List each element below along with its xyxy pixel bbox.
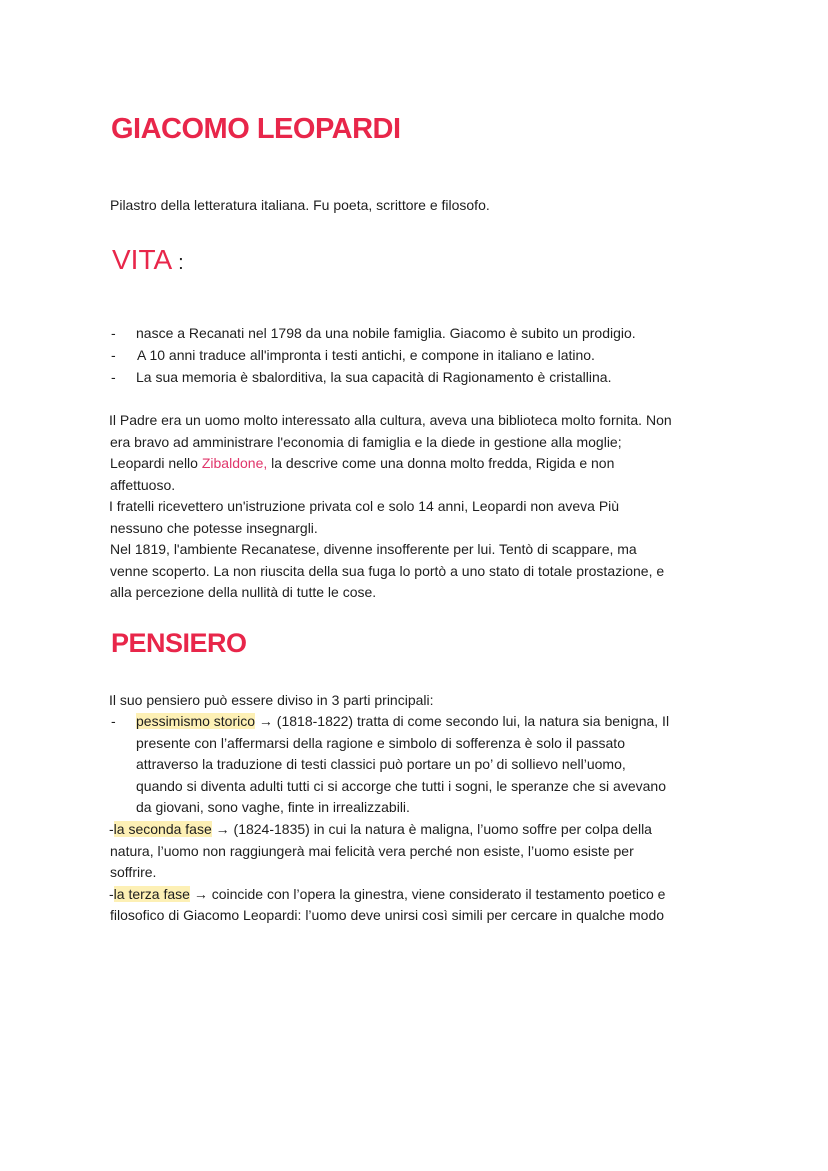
phase-text: filosofico di Giacomo Leopardi: l’uomo deve unirsi così simili per cercare in qualche modo [110, 907, 665, 923]
paragraph-line: Nel 1819, l'ambiente Recanatese, divenne insofferente per lui. Tentò di scappare, ma [110, 541, 637, 557]
phase-text: da giovani, sono vaghe, finte in irrealizzabili. [136, 799, 410, 815]
bullet-marker: - [111, 325, 116, 341]
phase-text: → (1824-1835) in cui la natura è maligna, l’uomo soffre per colpa della [211, 821, 652, 837]
intro-text: Pilastro della letteratura italiana. Fu poeta, scrittore e filosofo. [110, 197, 490, 213]
bullet-marker: - [111, 713, 116, 729]
paragraph-line: Il Padre era un uomo molto interessato alla cultura, aveva una biblioteca molto fornita. Non [109, 412, 672, 428]
phase-3-label: la terza fase [113, 886, 190, 902]
phase-text: attraverso la traduzione di testi classici può portare un po’ di sollievo nell’uomo, [136, 756, 626, 772]
phase-text: → (1818-1822) tratta di come secondo lui, la natura sia benigna, Il [255, 713, 670, 729]
bullet-text: La sua memoria è sbalorditiva, la sua capacità di Ragionamento è cristallina. [136, 369, 612, 385]
vita-heading-text: VITA [112, 244, 173, 275]
section-heading-pensiero: PENSIERO [111, 628, 247, 658]
pensiero-intro: Il suo pensiero può essere diviso in 3 parti principali: [109, 692, 434, 708]
vita-heading-colon: : [178, 252, 184, 274]
phase-text: presente con l’affermarsi della ragione e simbolo di sofferenza è solo il passato [136, 735, 625, 751]
paragraph-line: I fratelli ricevettero un'istruzione privata col e solo 14 anni, Leopardi non aveva Più [109, 498, 620, 514]
paragraph-line [110, 453, 614, 475]
paragraph-line: era bravo ad amministrare l'economia di famiglia e la diede in gestione alla moglie; [110, 434, 622, 450]
page-title: GIACOMO LEOPARDI [111, 113, 401, 145]
text-span: Leopardi nello [110, 455, 202, 471]
phase-1-label: pessimismo storico [136, 713, 256, 729]
bullet-marker: - [111, 369, 116, 385]
text-span: la descrive come una donna molto fredda, Rigida e non [267, 455, 615, 471]
phase-text: soffrire. [110, 864, 157, 880]
phase-2-label: la seconda fase [113, 821, 212, 837]
phase-3-line [109, 884, 665, 906]
bullet-marker: - [111, 347, 116, 363]
phase-text: → coincide con l’opera la ginestra, viene considerato il testamento poetico e [189, 886, 666, 902]
bullet-text: A 10 anni traduce all'impronta i testi antichi, e compone in italiano e latino. [137, 347, 595, 363]
bullet-text: nasce a Recanati nel 1798 da una nobile famiglia. Giacomo è subito un prodigio. [136, 325, 636, 341]
bullet-marker: - [109, 886, 114, 902]
section-heading-vita [112, 244, 184, 276]
phase-text: natura, l’uomo non raggiungerà mai felicità vera perché non esiste, l’uomo esiste per [110, 843, 634, 859]
paragraph-line: nessuno che potesse insegnargli. [110, 520, 318, 536]
paragraph-line: alla percezione della nullità di tutte le cose. [110, 584, 377, 600]
zibaldone-link: Zibaldone, [201, 455, 268, 471]
bullet-marker: - [109, 821, 114, 837]
phase-text: quando si diventa adulti tutti ci si accorge che tutti i sogni, le speranze che si avevano [136, 778, 666, 794]
paragraph-line: venne scoperto. La non riuscita della sua fuga lo portò a uno stato di totale prostazione, e [110, 563, 665, 579]
paragraph-line: affettuoso. [110, 477, 176, 493]
phase-2-line [109, 819, 652, 841]
